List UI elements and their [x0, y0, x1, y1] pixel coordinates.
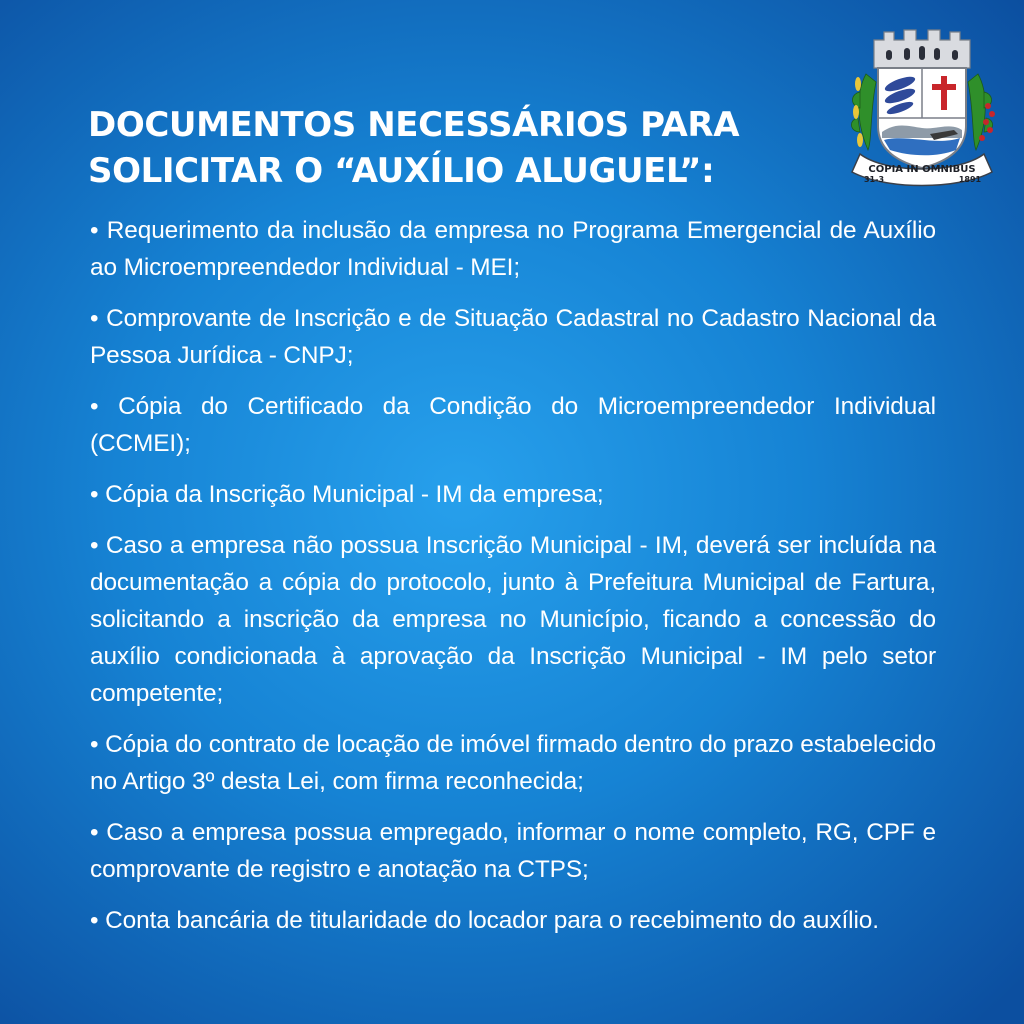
- list-item: • Caso a empresa possua empregado, informar o nome completo, RG, CPF e comprovante de registro e anotação na CTPS;: [90, 814, 936, 888]
- list-item: • Conta bancária de titularidade do locador para o recebimento do auxílio.: [90, 902, 936, 939]
- title-line-1: DOCUMENTOS NECESSÁRIOS PARA: [88, 105, 740, 145]
- crest-motto: COPIA IN OMNIBUS: [868, 164, 976, 175]
- list-item: • Caso a empresa não possua Inscrição Municipal - IM, deverá ser incluída na documentação a cópia do protocolo, junto à Prefeitura Municipal de Fartura, solicitando a inscrição da empresa no Município, ficando a concessão do auxílio condicionada à aprovação da Inscrição Municipal - IM pelo setor competente;: [90, 527, 936, 712]
- list-item: • Cópia do Certificado da Condição do Microempreendedor Individual (CCMEI);: [90, 388, 936, 462]
- list-item: • Cópia do contrato de locação de imóvel firmado dentro do prazo estabelecido no Artigo 3º desta Lei, com firma reconhecida;: [90, 726, 936, 800]
- list-item: • Cópia da Inscrição Municipal - IM da empresa;: [90, 476, 936, 513]
- list-item: • Comprovante de Inscrição e de Situação Cadastral no Cadastro Nacional da Pessoa Jurídica - CNPJ;: [90, 300, 936, 374]
- crest-date-right: 1891: [958, 175, 982, 184]
- title-line-2: SOLICITAR O “AUXÍLIO ALUGUEL”:: [88, 151, 715, 191]
- crest-date-left: 31-3: [863, 175, 885, 184]
- municipal-coat-of-arms-icon: [846, 22, 998, 192]
- list-item: • Requerimento da inclusão da empresa no Programa Emergencial de Auxílio ao Microempreendedor Individual - MEI;: [90, 212, 936, 286]
- document-list: [90, 212, 936, 953]
- page-title: [88, 102, 828, 194]
